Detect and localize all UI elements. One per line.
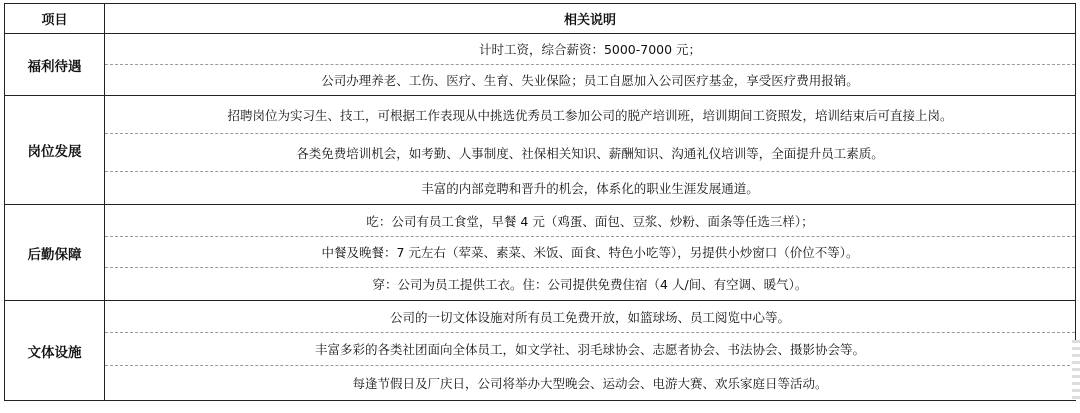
category-career: 岗位发展 bbox=[5, 96, 105, 205]
category-recreation: 文体设施 bbox=[5, 301, 105, 401]
row-text: 中餐及晚餐：7 元左右（荤菜、素菜、米饭、面食、特色小吃等），另提供小炒窗口（价位不等）。 bbox=[105, 237, 1076, 268]
row-text: 公司的一切文体设施对所有员工免费开放，如篮球场、员工阅览中心等。 bbox=[105, 301, 1076, 333]
row-text: 公司办理养老、工伤、医疗、生育、失业保险；员工自愿加入公司医疗基金，享受医疗费用报销。 bbox=[105, 65, 1076, 96]
row-text: 计时工资，综合薪资：5000-7000 元； bbox=[105, 34, 1076, 65]
table-row bbox=[5, 96, 1076, 134]
header-row bbox=[5, 4, 1076, 34]
table-row bbox=[5, 205, 1076, 237]
benefits-table bbox=[4, 3, 1076, 401]
table-row bbox=[5, 333, 1076, 366]
row-text: 吃：公司有员工食堂，早餐 4 元（鸡蛋、面包、豆浆、炒粉、面条等任选三样）； bbox=[105, 205, 1076, 237]
row-text: 丰富多彩的各类社团面向全体员工，如文学社、羽毛球协会、志愿者协会、书法协会、摄影协会等。 bbox=[105, 333, 1076, 366]
table-row bbox=[5, 237, 1076, 268]
header-description: 相关说明 bbox=[105, 4, 1076, 34]
table-row bbox=[5, 366, 1076, 401]
table-row bbox=[5, 172, 1076, 205]
table-row bbox=[5, 134, 1076, 172]
row-text: 招聘岗位为实习生、技工，可根据工作表现从中挑选优秀员工参加公司的脱产培训班，培训期间工资照发，培训结束后可直接上岗。 bbox=[105, 96, 1076, 134]
category-welfare: 福利待遇 bbox=[5, 34, 105, 96]
category-logistics: 后勤保障 bbox=[5, 205, 105, 301]
table-row bbox=[5, 301, 1076, 333]
header-item: 项目 bbox=[5, 4, 105, 34]
row-text: 丰富的内部竞聘和晋升的机会，体系化的职业生涯发展通道。 bbox=[105, 172, 1076, 205]
row-text: 穿：公司为员工提供工衣。住：公司提供免费住宿（4 人/间、有空调、暖气）。 bbox=[105, 268, 1076, 301]
table-row bbox=[5, 268, 1076, 301]
table-row bbox=[5, 34, 1076, 65]
table-row bbox=[5, 65, 1076, 96]
page-edge-decoration bbox=[1072, 340, 1080, 400]
row-text: 各类免费培训机会，如考勤、人事制度、社保相关知识、薪酬知识、沟通礼仪培训等，全面提升员工素质。 bbox=[105, 134, 1076, 172]
row-text: 每逢节假日及厂庆日，公司将举办大型晚会、运动会、电游大赛、欢乐家庭日等活动。 bbox=[105, 366, 1076, 401]
